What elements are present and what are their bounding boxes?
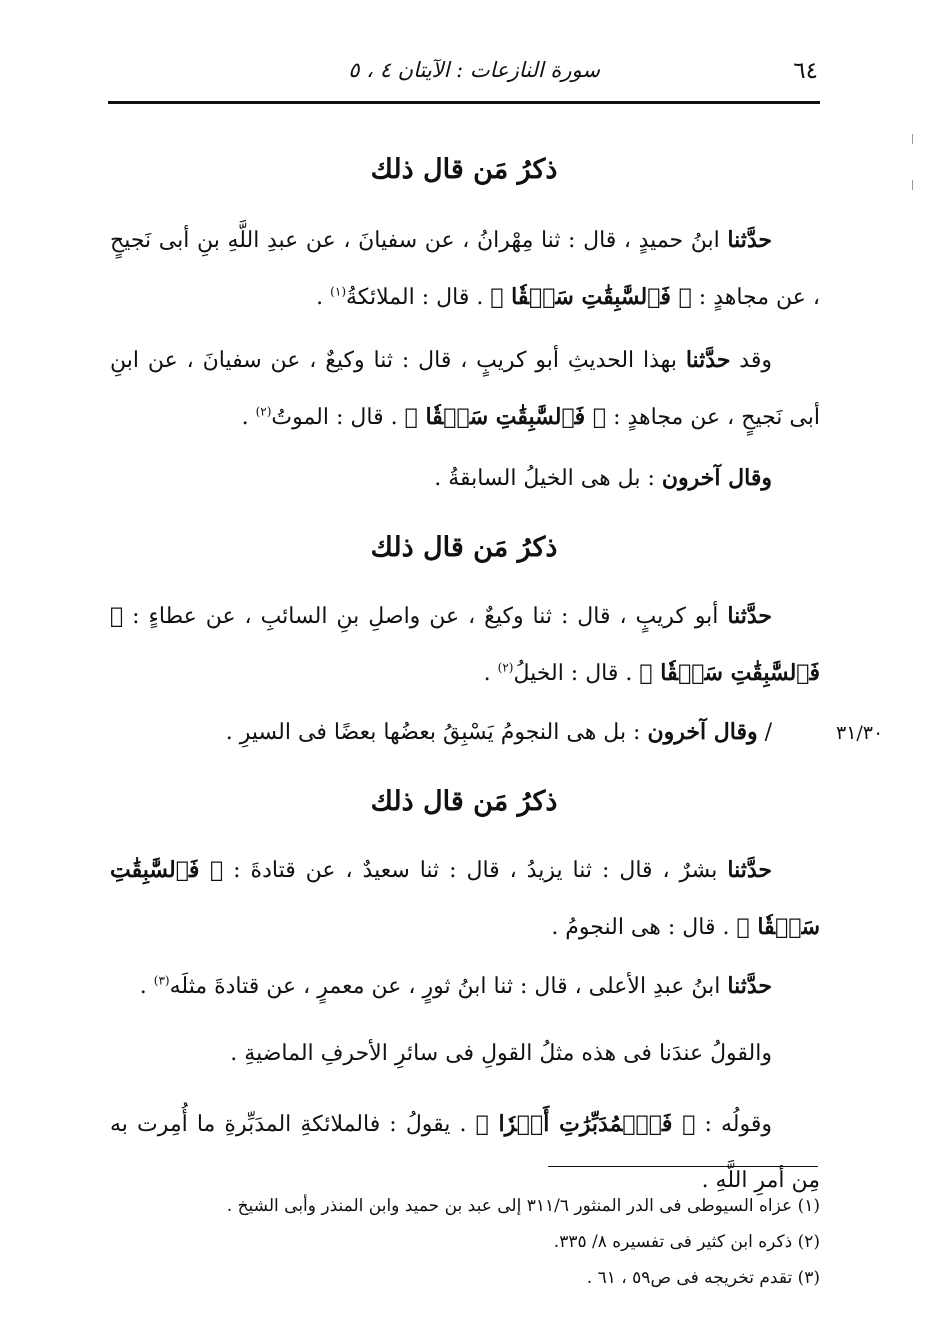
paragraph: [110, 588, 820, 702]
paragraph-text: والقولُ عندَنا فى هذه مثلُ القولِ فى سائرِ الأحرفِ الماضيةِ .: [230, 1041, 772, 1066]
paragraph-lead: وقال آخرون: [647, 719, 758, 745]
paragraph-text: . قال : هى النجومُ .: [551, 915, 737, 940]
quran-quote: ﴿ فَٱلسَّٰبِقَٰتِ سَبۡقٗا ﴾: [490, 284, 692, 310]
quran-quote: ﴿ فَٱلسَّٰبِقَٰتِ سَبۡقٗا ﴾: [110, 603, 820, 686]
paragraph-text: .: [241, 405, 256, 430]
header-title: سورة النازعات : الآيتان ٤ ، ٥: [348, 58, 600, 82]
paragraph: [110, 704, 820, 761]
running-header: [108, 56, 818, 94]
paragraph-text: /: [757, 720, 772, 745]
paragraph-text: . قال : الملائكةُ: [346, 285, 491, 310]
page-number: ٦٤: [793, 58, 818, 84]
header-rule: [108, 101, 820, 104]
quran-quote: ﴿ فَٱلۡمُدَبِّرَٰتِ أَمۡرٗا ﴾: [475, 1111, 696, 1137]
paragraph-text: .: [483, 661, 498, 686]
paragraph-lead: حدَّثنا: [685, 347, 731, 373]
paragraph: [110, 332, 820, 446]
paragraph-text: ابنُ حميدٍ ، قال : ثنا مِهْرانُ ، عن سفيانَ ، عن عبدِ اللَّهِ بنِ أبى نَجيحٍ ، عن مجاهدٍ :: [110, 228, 820, 310]
paragraph-text: . قال : الخيلُ: [513, 661, 640, 686]
paragraph-lead: حدَّثنا: [727, 857, 772, 883]
paragraph-text: : بل هى الخيلُ السابقةُ .: [434, 466, 662, 491]
paragraph-lead: حدَّثنا: [727, 973, 772, 999]
quran-quote: ﴿ فَٱلسَّٰبِقَٰتِ سَبۡقٗا ﴾: [404, 404, 607, 430]
footnote: (١) عزاه السيوطى فى الدر المنثور ٣١١/٦ إلى عبد بن حميد وابن المنذر وأبى الشيخ .: [226, 1196, 820, 1216]
paragraph-text: أبو كريبٍ ، قال : ثنا وكيعٌ ، عن واصلِ بنِ السائبِ ، عن عطاءٍ :: [123, 604, 728, 629]
footnote: (٢) ذكره ابن كثير فى تفسيره ٨/ ٣٣٥.: [553, 1232, 820, 1252]
footnote: (٣) تقدم تخريجه فى ص٥٩ ، ٦١ .: [586, 1268, 820, 1288]
paragraph-text: .: [316, 285, 331, 310]
paragraph-lead: وقال آخرون: [661, 465, 772, 491]
paragraph: [110, 1026, 820, 1082]
paragraph-text: وقد: [730, 348, 772, 373]
paragraph-lead: حدَّثنا: [727, 227, 772, 253]
footnote-ref: (٢): [497, 660, 514, 675]
paragraph-text: : بل هى النجومُ يَسْبِقُ بعضُها بعضًا فى السيرِ .: [225, 720, 648, 745]
paragraph-text: بهذا الحديثِ أبو كريبٍ ، قال : ثنا وكيعٌ ، عن سفيانَ ، عن ابنِ أبى نَجيحٍ ، عن مجاهدٍ :: [110, 348, 820, 430]
paragraph-text: . يقولُ : فالملائكةِ المدَبِّرةِ ما أُمِرت به مِن أمرِ اللَّهِ .: [110, 1112, 820, 1193]
section-heading: ذكرُ مَن قال ذلك: [370, 154, 558, 185]
footnote-ref: (١): [330, 284, 346, 299]
paragraph: [110, 450, 820, 507]
margin-tick: [912, 180, 913, 190]
paragraph: [110, 212, 820, 326]
paragraph-text: وقولُه :: [695, 1112, 773, 1137]
quran-quote: ﴿ فَٱلسَّٰبِقَٰتِ سَبۡقٗا ﴾: [110, 857, 820, 940]
paragraph-text: . قال : الموتُ: [271, 405, 405, 430]
footnote-rule: [548, 1166, 818, 1167]
paragraph-lead: حدَّثنا: [727, 603, 772, 629]
margin-tick: [912, 134, 913, 144]
paragraph: [110, 958, 820, 1015]
paragraph-text: .: [139, 974, 154, 999]
paragraph-text: ابنُ عبدِ الأعلى ، قال : ثنا ابنُ ثورٍ ، عن معمرٍ ، عن قتادةَ مثلَه: [169, 974, 728, 999]
section-heading: ذكرُ مَن قال ذلك: [370, 786, 558, 817]
footnote-ref: (٢): [255, 404, 272, 419]
paragraph: [110, 1096, 820, 1209]
paragraph-text: بشرٌ ، قال : ثنا يزيدُ ، قال : ثنا سعيدٌ ، عن قتادةَ :: [223, 858, 728, 883]
section-heading: ذكرُ مَن قال ذلك: [370, 532, 558, 563]
margin-page-ref: ٣١/٣٠: [836, 722, 884, 744]
paragraph: [110, 842, 820, 956]
footnote-ref: (٣): [153, 973, 170, 988]
